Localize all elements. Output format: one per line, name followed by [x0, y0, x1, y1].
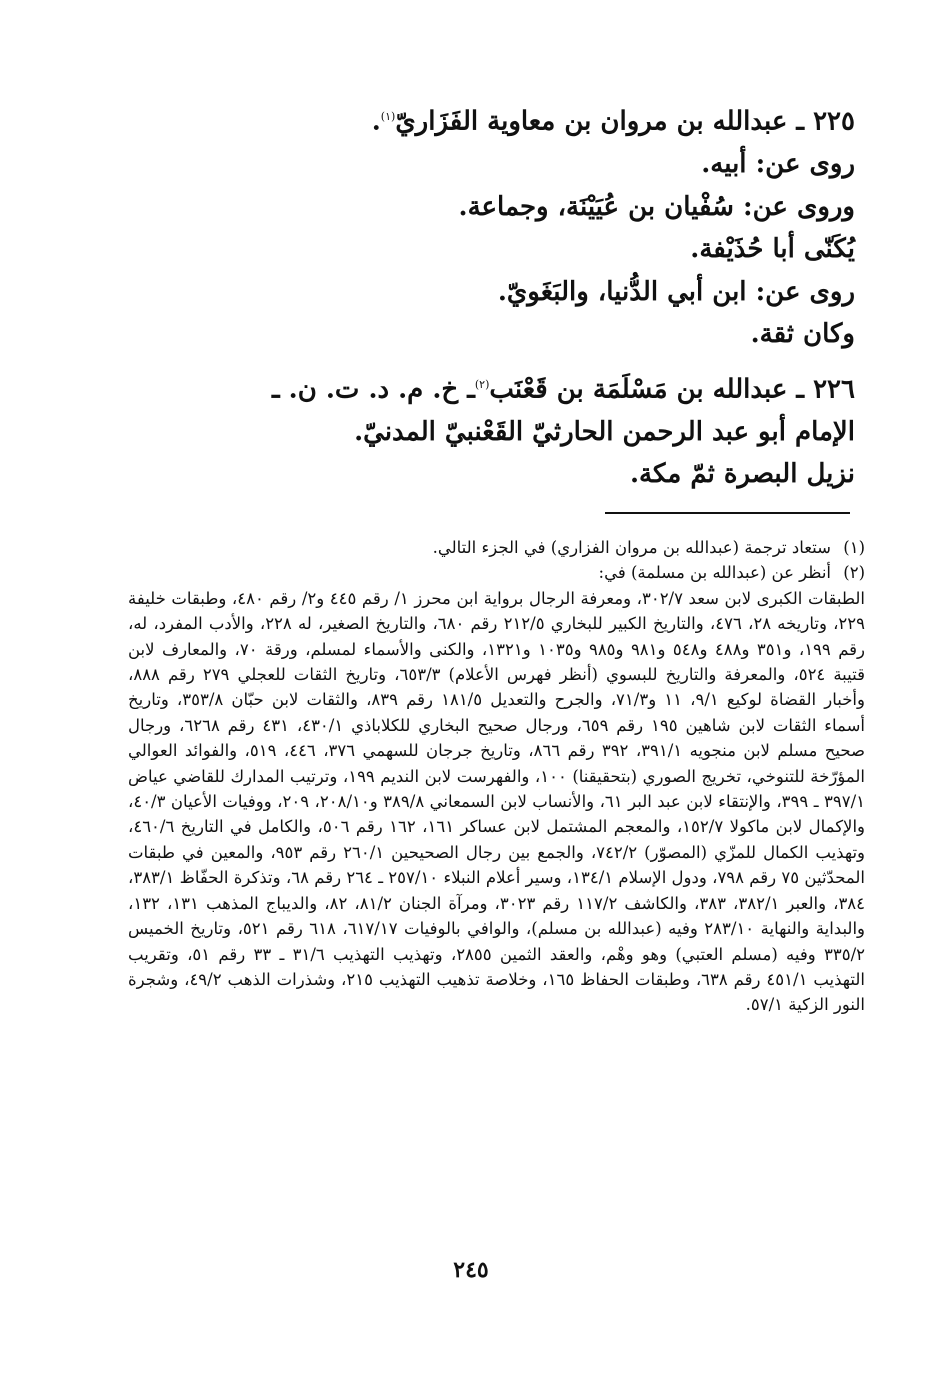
- footnote-number: (٢): [843, 563, 865, 583]
- footnote-text: ستعاد ترجمة (عبدالله بن مروان الفزاري) في الجزء التالي.: [432, 538, 831, 557]
- bio-line: نزيل البصرة ثمّ مكة.: [630, 459, 855, 490]
- entry-heading-225: [270, 96, 855, 143]
- bio-line: الإمام أبو عبد الرحمن الحارثيّ القَعْنبيّ المدنيّ.: [354, 416, 855, 447]
- footnote-2-references: الطبقات الكبرى لابن سعد ٣٠٢/٧، ومعرفة الرجال برواية ابن محرز ١/ رقم ٤٤٥ و٢/ رقم ٤٨٠، وطبقات خليفة ٢٢٩، وتاريخه ٢٨، ٤٧٦، والتاريخ الكبير للبخاري ٢١٢/٥ رقم ٦٨٠، والتاريخ الصغير، له ٢٢٨، والأدب المفرد، له، رقم ١٩٩، و٣٥١ و٤٨٨ و٥٤٨ و٩٨١ و٩٨٥ و١٠٣٥ و١٣٢١، والكنى والأسماء لمسلم، ورقة ٧٠، والمعارف لابن قتيبة ٥٢٤، والمعرفة والتاريخ للبسوي (أنظر فهرس الأعلام) ٦٥٣/٣، وتاريخ الثقات للعجلي ٢٧٩ رقم ٨٨٨، وأخبار القضاة لوكيع ٩/١، ١١ و٧١/٣، والجرح والتعديل ١٨١/٥ رقم ٨٣٩، والثقات لابن حبّان ٣٥٣/٨، وتاريخ أسماء الثقات لابن شاهين ١٩٥ رقم ٦٥٩، ورجال صحيح البخاري للكلاباذي ٤٣٠/١، ٤٣١ رقم ٦٢٦٨، ورجال صحيح مسلم لابن منجويه ٣٩١/١، ٣٩٢ رقم ٨٦٦، وتاريخ جرجان للسهمي ٣٧٦، ٤٤٦، ٥١٩، والفوائد العوالي المؤرّخة للتنوخي، تخريج الصوري (بتحقيقنا) ١٠٠، والفهرست لابن النديم ١٩٩، وترتيب المدارك للقاضي عياض ٣٩٧/١ ـ ٣٩٩، والإنتقاء لابن عبد البر ٦١، والأنساب لابن السمعاني ٣٨٩/٨ و٢٠٨/١٠، ٢٠٩، ووفيات الأعيان ٤٠/٣، والإكمال لابن ماكولا ١٥٢/٧، والمعجم المشتمل لابن عساكر ١٦١، ١٦٢ رقم ٥٠٦، والكامل في التاريخ ٤٦٠/٦، وتهذيب الكمال للمزّي (المصوّر) ٧٤٢/٢، والجمع بين رجال الصحيحين ٢٦٠/١ رقم ٩٥٣، والمعين في طبقات المحدّثين ٧٥ رقم ٧٩٨، ودول الإسلام ١٣٤/١، وسير أعلام النبلاء ٢٥٧/١٠ ـ ٢٦٤ رقم ٦٨، وتذكرة الحفّاظ ٣٨٣/١، ٣٨٤، والعبر ٣٨٢/١، ٣٨٣، والكاشف ١١٧/٢ رقم ٣٠٢٣، ومرآة الجنان ٨١/٢، ٨٢، والديباج المذهب ١٣١، ١٣٢، والبداية والنهاية ٢٨٣/١٠ وفيه (عبدالله بن مسلم)، والوافي بالوفيات ٦١٧/١٧، ٦١٨ رقم ٥٢١، وتاريخ الخميس ٣٣٥/٢ وفيه (مسلم العتبي) وهو وهْم، والعقد الثمين ٢٨٥٥، وتهذيب التهذيب ٣١/٦ ـ ٣٣ رقم ٥١، وتقريب التهذيب ٤٥١/١ رقم ٦٣٨، وطبقات الحفاظ ١٦٥، وخلاصة تذهيب التهذيب ٢١٥، وشذرات الذهب ٤٩/٢، وشجرة النور الزكية ٥٧/١.: [128, 588, 866, 1015]
- entry-heading-tail: .: [371, 106, 381, 137]
- bio-line: يُكَنّى أبا حُذَيْفة.: [690, 234, 855, 265]
- footnote-number: (١): [843, 538, 865, 557]
- footnote-text: أنظر عن (عبدالله بن مسلمة) في:: [598, 563, 831, 583]
- footnote-ref-1[interactable]: (١): [380, 110, 396, 123]
- footnote-1: [128, 535, 865, 560]
- page-number: ٢٤٥: [453, 1257, 489, 1283]
- entry-heading-text: ٢٢٥ ـ عبدالله بن مروان بن معاوية الفَزَاريّ: [395, 106, 855, 137]
- bio-line: روى عن: ابن أبي الدُّنيا، والبَغَويّ.: [497, 276, 855, 307]
- main-text: [270, 96, 855, 496]
- footnote-2: [128, 560, 865, 585]
- entry-heading-text: ٢٢٦ ـ عبدالله بن مَسْلَمَة بن قَعْنَب: [489, 374, 855, 405]
- bio-line: وكان ثقة.: [750, 319, 855, 350]
- entry-heading-tail: ـ خ. م. د. ت. ن. ـ: [272, 374, 475, 405]
- bio-line: وروى عن: سُفْيان بن عُيَيْنَة، وجماعة.: [458, 191, 855, 222]
- footnotes: [128, 535, 865, 1018]
- footnote-divider: [605, 512, 850, 514]
- bio-line: روى عن: أبيه.: [701, 149, 855, 180]
- entry-heading-226: [270, 364, 855, 411]
- footnote-ref-2[interactable]: (٢): [474, 377, 490, 391]
